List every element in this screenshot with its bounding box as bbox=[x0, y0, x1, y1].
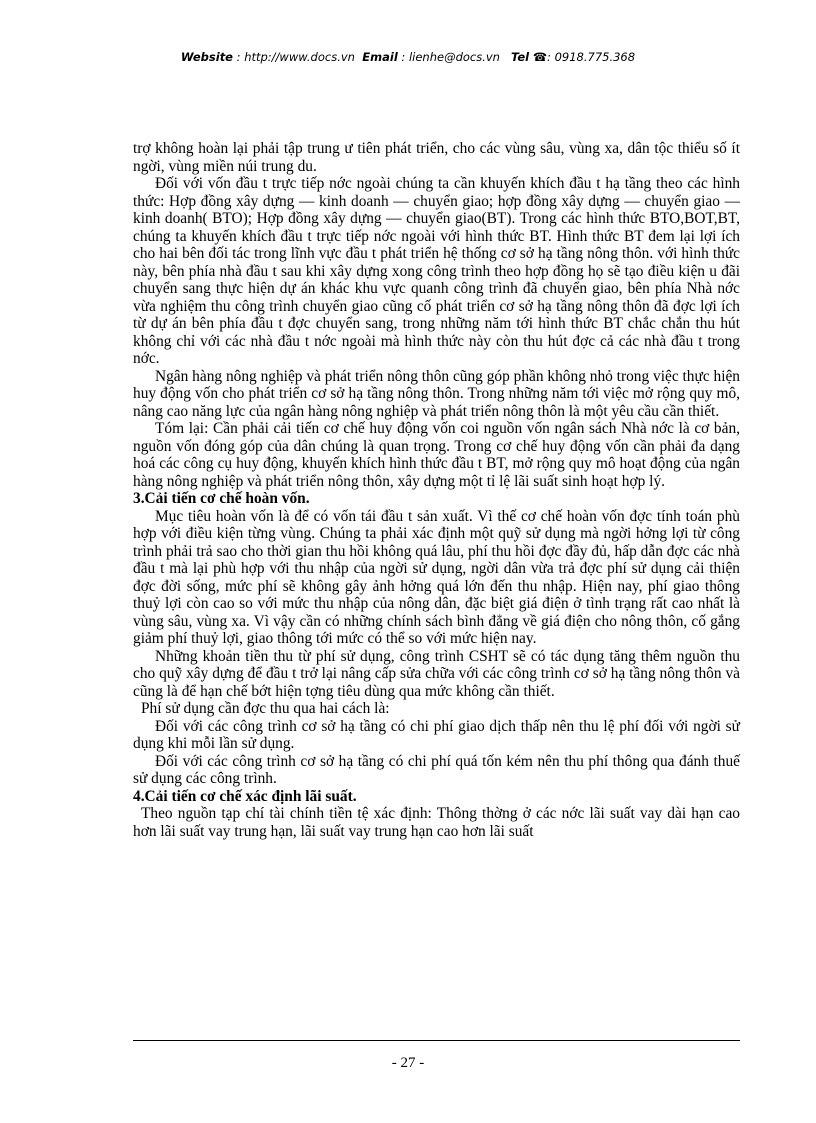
website-label: Website bbox=[180, 50, 233, 64]
website-url[interactable]: http://www.docs.vn bbox=[244, 50, 355, 64]
phone-icon: ☎ bbox=[532, 50, 548, 64]
paragraph: Đối với vốn đầu t trực tiếp nớc ngoài chúng ta cần khuyến khích đầu t hạ tầng theo các hình thức: Hợp đồng xây dựng — kinh doanh — chuyển giao; hợp đồng xây dựng — chuyển giao — kinh doanh( BTO); Hợp đồng xây dựng — chuyển giao(BT). Trong các hình thức BTO,BOT,BT, chúng ta khuyến khích đầu t trực tiếp nớc ngoài với hình thức BT. Hình thức BT đem lại lợi ích cho hai bên đối tác trong lĩnh vực đầu t phát triển hệ thống cơ sở hạ tầng nông thôn. với hình thức này, bên phía nhà đầu t sau khi xây dựng xong công trình theo hợp đồng họ sẽ tạo điều kiện u đãi chuyển sang thực hiện dự án khác khu vực quanh công trình đã chuyển giao, bên phía Nhà nớc vừa nghiệm thu công trình chuyển giao cũng cố phát triển cơ sở hạ tầng nông thôn đã đợc lợi ích từ dự án bên phía đầu t đợc chuyển sang, trong những năm tới hình thức BT chắc chắn thu hút không chỉ với các nhà đầu t nớc ngoài mà hình thức này còn thu hút đợc cả các nhà đầu t trong nớc. bbox=[133, 175, 740, 367]
tel-value: : 0918.775.368 bbox=[547, 50, 636, 64]
page-header: Website : http://www.docs.vn Email : lienhe@docs.vn Tel ☎: 0918.775.368 bbox=[180, 50, 636, 64]
email-label: Email bbox=[362, 50, 398, 64]
paragraph: Tóm lại: Cần phải cải tiến cơ chế huy động vốn coi nguồn vốn ngân sách Nhà nớc là cơ bản, nguồn vốn đóng góp của dân chúng là quan trọng. Trong cơ chế huy động vốn cần phải đa dạng hoá các công cụ huy động, khuyến khích hình thức đầu t BT, mở rộng quy mô hoạt động của ngân hàng nông nghiệp và phát triển nông thôn, xây dựng một tỉ lệ lãi suất sinh hoạt hợp lý. bbox=[133, 420, 740, 490]
page-number: - 27 - bbox=[391, 1055, 425, 1071]
section-heading: 4.Cải tiến cơ chế xác định lãi suất. bbox=[133, 787, 357, 805]
tel-label: Tel bbox=[510, 50, 530, 64]
paragraph: Theo nguồn tạp chí tài chính tiền tệ xác định: Thông thờng ở các nớc lãi suất vay dài hạn cao hơn lãi suất vay trung hạn, lãi suất vay trung hạn cao hơn lãi suất bbox=[133, 805, 740, 840]
paragraph: Những khoản tiền thu từ phí sử dụng, công trình CSHT sẽ có tác dụng tăng thêm nguồn thu cho quỹ xây dựng để đầu t trở lại nâng cấp sửa chữa với các công trình cơ sở hạ tầng nông thôn và cũng là để hạn chế bớt hiện tợng tiêu dùng qua mức không cần thiết. bbox=[133, 647, 740, 700]
footer-divider bbox=[133, 1040, 740, 1041]
paragraph: Ngân hàng nông nghiệp và phát triển nông thôn cũng góp phần không nhỏ trong việc thực hiện huy động vốn cho phát triển cơ sở hạ tầng nông thôn. Trong những năm tới việc mở rộng quy mô, nâng cao năng lực của ngân hàng nông nghiệp và phát triển nông thôn là một yêu cầu cần thiết. bbox=[133, 367, 740, 420]
paragraph: Phí sử dụng cần đợc thu qua hai cách là: bbox=[141, 700, 390, 717]
paragraph: trợ không hoàn lại phải tập trung ư tiên phát triển, cho các vùng sâu, vùng xa, dân tộc thiểu số ít ngời, vùng miền núi trung du. bbox=[133, 140, 740, 175]
email-value[interactable]: lienhe@docs.vn bbox=[408, 50, 500, 64]
paragraph: Đối với các công trình cơ sở hạ tầng có chi phí giao dịch thấp nên thu lệ phí đối với ngời sử dụng khi mỗi lần sử dụng. bbox=[133, 717, 740, 752]
paragraph: Mục tiêu hoàn vốn là để có vốn tái đầu t sản xuất. Vì thế cơ chế hoàn vốn đợc tính toán phù hợp với điều kiện từng vùng. Chúng ta phải xác định một quỹ sử dụng mà ngời hởng lợi từ công trình phải trả sao cho thời gian thu hồi không quá lâu, phí thu hồi đợc đầy đủ, hấp dẫn đợc các nhà đầu t mà lại phù hợp với thu nhập của ngời sử dụng, ngời dân vừa trả đợc phí sử dụng cải thiện đợc đời sống, mức phí sẽ không gây ảnh hởng quá lớn đến thu nhập. Hiện nay, phí giao thông thuỷ lợi còn cao so với mức thu nhập của nông dân, đặc biệt giá điện ở tình trạng rất cao nhất là vùng sâu, vùng xa. Vì vậy cần có những chính sách bình đẳng về giá điện cho nông thôn, cố gắng giảm phí thuỷ lợi, giao thông tới mức có thể so với mức hiện nay. bbox=[133, 507, 740, 647]
section-heading: 3.Cải tiến cơ chế hoàn vốn. bbox=[133, 490, 310, 507]
paragraph: Đối với các công trình cơ sở hạ tầng có chi phí quá tốn kém nên thu phí thông qua đánh thuế sử dụng các công trình. bbox=[133, 752, 740, 787]
document-body bbox=[133, 140, 740, 840]
